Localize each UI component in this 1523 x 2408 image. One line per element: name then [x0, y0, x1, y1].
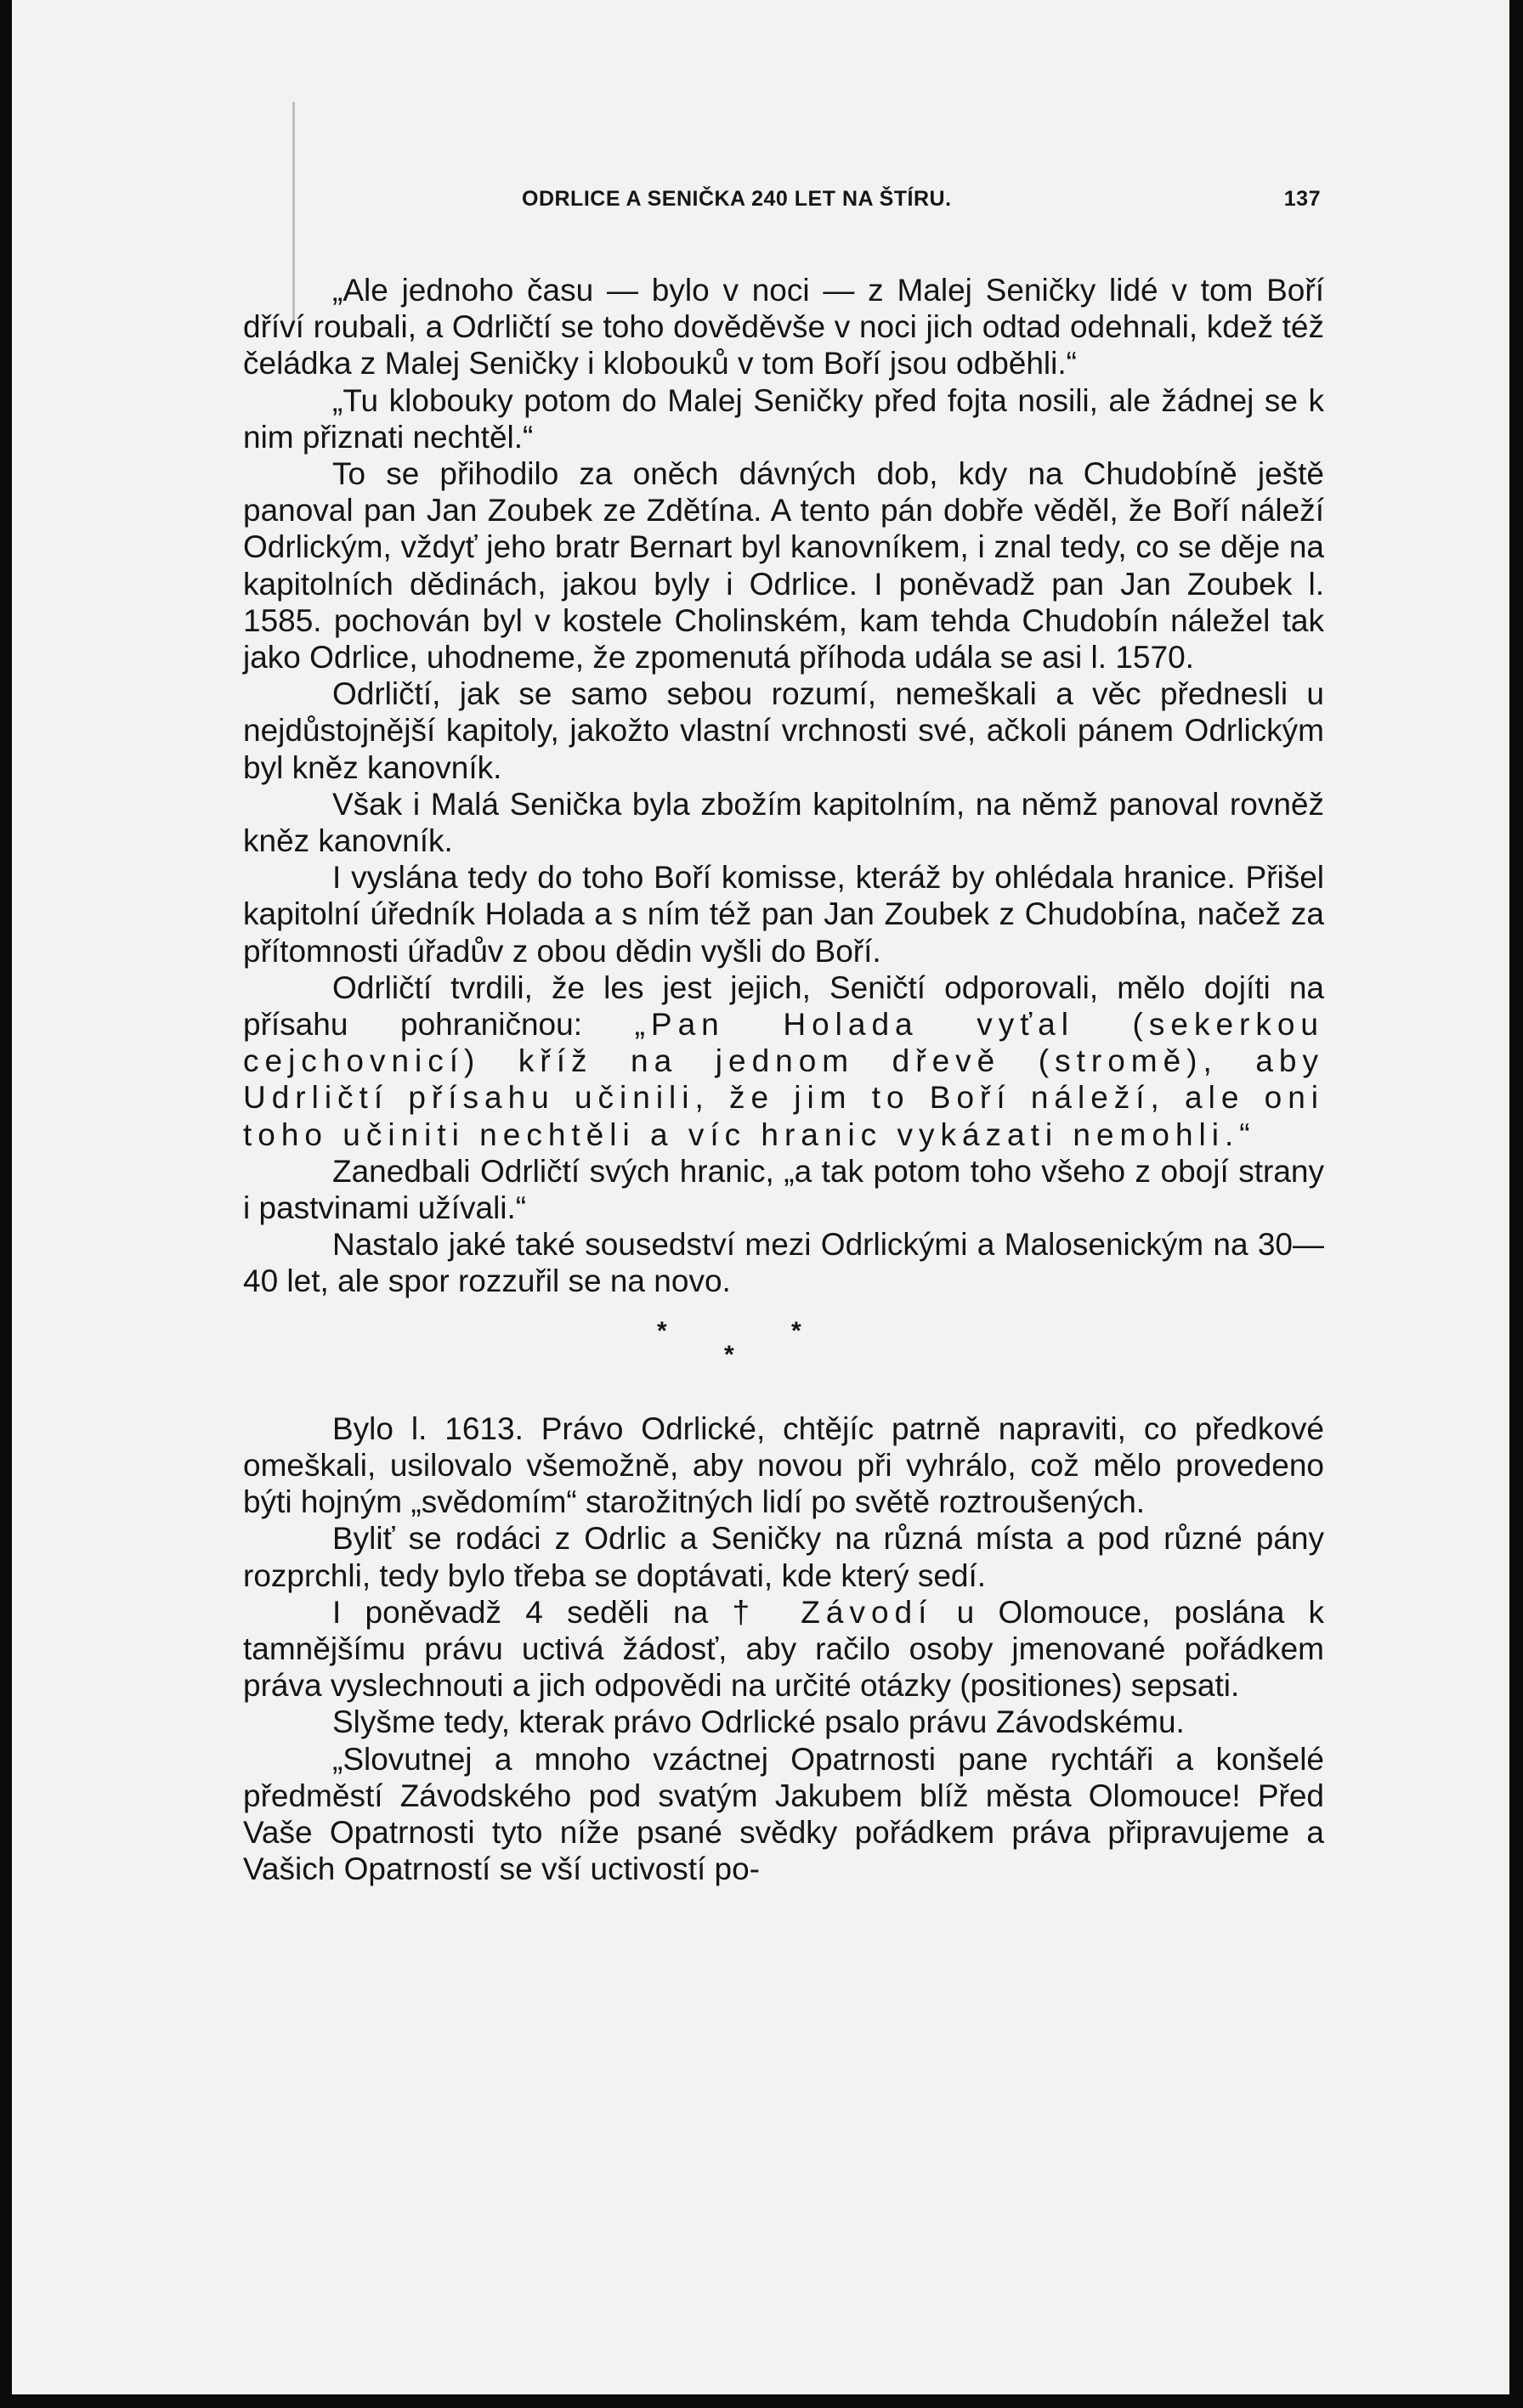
asterisk: *	[724, 1340, 734, 1369]
zavodi-intro: I poněvadž 4 seděli na	[332, 1594, 709, 1630]
paragraph: „Ale jednoho času — bylo v noci — z Malej Seničky lidé v tom Boří dříví roubali, a Odrličtí se toho dověděvše v noci jich odtad odehnali, kdež též čeládka z Malej Seničky i klobouků v tom Boří jsou odběhli.“	[243, 273, 1324, 382]
page-header	[522, 187, 1321, 218]
paragraph-zavodi	[243, 1594, 1324, 1704]
paragraph: To se přihodilo za oněch dávných dob, kdy na Chudobíně ještě panoval pan Jan Zoubek ze Zdětína. A tento pán dobře věděl, že Boří náleží Odrlickým, vždyť jeho bratr Bernart byl kanovníkem, i znal tedy, co se děje na kapitolních dědinách, jakou byly i Odrlice. I poněvadž pan Jan Zoubek l. 1585. pochován byl v kostele Cholinském, kam tehda Chudobín náležel tak jako Odrlice, uhodneme, že zpomenutá příhoda udála se asi l. 1570.	[243, 456, 1324, 675]
oath-intro: Odrličtí tvrdili, že les jest jejich, Seničtí odporovali, mělo dojíti na přísahu pohraničnou:	[243, 969, 1324, 1043]
paragraph-oath	[243, 969, 1324, 1153]
spaced-quote: „Pan Holada vyťal (sekerkou cejchovnicí) kříž na jednom dřevě (stromě), aby Udrličtí přísahu učinili, že jim to Boří náleží, ale oni toho učiniti nechtěli a víc hranic vykázati nemohli.“	[243, 1007, 1325, 1152]
section-separator	[243, 1300, 1324, 1410]
paragraph: Byliť se rodáci z Odrlic a Seničky na různá místa a pod různé pány rozprchli, tedy bylo třeba se doptávati, kde který sedí.	[243, 1521, 1324, 1593]
paragraph: Nastalo jaké také sousedství mezi Odrlickými a Malosenickým na 30—40 let, ale spor rozzuřil se na novo.	[243, 1227, 1324, 1299]
running-title: ODRLICE A SENIČKA 240 LET NA ŠTÍRU.	[522, 187, 952, 211]
paragraph: Bylo l. 1613. Právo Odrlické, chtějíc patrně napraviti, co předkové omeškali, usilovalo všemožně, aby novou při vyhrálo, což mělo provedeno býti hojným „svědomím“ starožitných lidí po světě roztroušených.	[243, 1410, 1324, 1520]
zavodi-word: † Závodí	[732, 1594, 933, 1630]
paragraph: „Tu klobouky potom do Malej Seničky před fojta nosili, ale žádnej se k nim přiznati nechtěl.“	[243, 382, 1324, 455]
asterisk: *	[657, 1316, 667, 1345]
paragraph: „Slovutnej a mnoho vzáctnej Opatrnosti pane rychtáři a konšelé předměstí Závodského pod svatým Jakubem blíž města Olomouce! Před Vaše Opatrnosti tyto níže psané svědky pořádkem práva připravujeme a Vašich Opatrností se vší uctivostí po-	[243, 1741, 1324, 1887]
paragraph: Zanedbali Odrličtí svých hranic, „a tak potom toho všeho z obojí strany i pastvinami užívali.“	[243, 1153, 1324, 1226]
zavodi-rest: u Olomouce, poslána k tamnějšímu právu uctivá žádosť, aby račilo osoby jmenované pořádkem práva vyslechnouti a jich odpovědi na určité otázky (positiones) sepsati.	[243, 1594, 1325, 1704]
page-number: 137	[1283, 187, 1321, 211]
paragraph: I vyslána tedy do toho Boří komisse, kteráž by ohlédala hranice. Přišel kapitolní úředník Holada a s ním též pan Jan Zoubek z Chudobína, načež za přítomnosti úřadův z obou dědin vyšli do Boří.	[243, 860, 1324, 969]
paragraph: Slyšme tedy, kterak právo Odrlické psalo právu Závodskému.	[332, 1704, 1185, 1740]
text-body	[243, 272, 1324, 1887]
book-page	[12, 0, 1509, 2394]
paragraph: Však i Malá Senička byla zbožím kapitolním, na němž panoval rovněž kněz kanovník.	[243, 786, 1324, 859]
paragraph: Odrličtí, jak se samo sebou rozumí, nemeškali a věc přednesli u nejdůstojnější kapitoly, jakožto vlastní vrchnosti své, ačkoli pánem Odrlickým byl kněz kanovník.	[243, 676, 1324, 785]
asterisk: *	[791, 1316, 801, 1345]
